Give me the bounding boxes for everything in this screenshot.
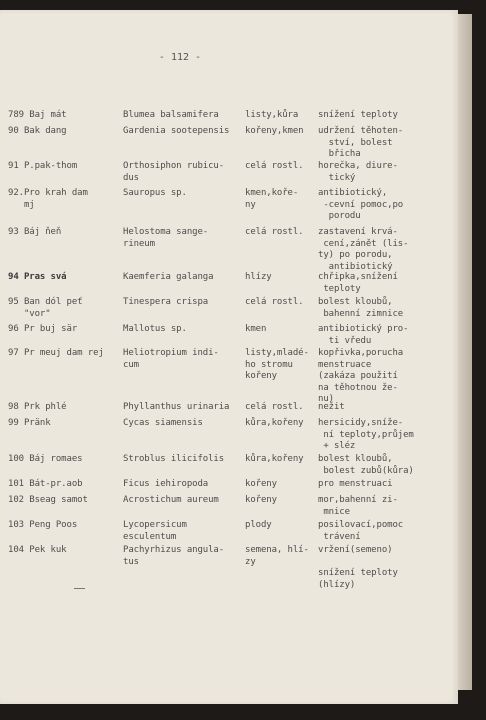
entry-code: 101 Bát-pr.aob <box>8 479 83 489</box>
scientific-name: Ficus iehiropoda <box>123 479 209 489</box>
plant-part: hlízy <box>245 272 272 282</box>
entry-code: 90 Bak dang <box>8 126 67 136</box>
plant-part: kmen <box>245 324 267 334</box>
scientific-name: Blumea balsamifera <box>123 110 219 120</box>
pencil-mark <box>74 588 85 589</box>
scientific-name: Sauropus sp. <box>123 188 187 198</box>
entry-code: 102 Bseag samot <box>8 495 88 505</box>
page-number: - 112 - <box>158 52 202 63</box>
scientific-name: Gardenia sootepensis <box>123 126 230 136</box>
plant-part: kořeny <box>245 479 277 489</box>
plant-part: kmen,kořе- ny <box>245 188 299 210</box>
medicinal-use: antibiotický pro- ti vředu <box>318 324 409 346</box>
medicinal-use: posilovací,pomoc trávení <box>318 520 404 542</box>
scientific-name: Tinespera crispa <box>123 297 209 307</box>
entry-code: 94 Pras svá <box>8 272 67 282</box>
plant-part: celá rostl. <box>245 227 304 237</box>
medicinal-use: mor,bahenní zi- mnice <box>318 495 398 517</box>
document-page <box>0 10 458 704</box>
entry-code: 97 Pr meuj dam rej <box>8 348 104 358</box>
scientific-name: Cycas siamensis <box>123 418 203 428</box>
medicinal-use: horečka, diure- tický <box>318 161 398 183</box>
plant-part: listy,kůra <box>245 110 299 120</box>
medicinal-use: udržení těhoten- ství, bolest břicha <box>318 126 404 160</box>
entry-code: 98 Prk phlé <box>8 402 67 412</box>
scientific-name: Stroblus ilicifolis <box>123 454 225 464</box>
plant-part: kůra,kořeny <box>245 418 304 428</box>
entry-code: 789 Baj mát <box>8 110 67 120</box>
plant-part: celá rostl. <box>245 402 304 412</box>
plant-part: semena, hlí- zy <box>245 545 309 567</box>
plant-part: kořeny,kmen <box>245 126 304 136</box>
scientific-name: Orthosiphon rubicu- dus <box>123 161 225 183</box>
entry-code: 93 Báj ňeň <box>8 227 62 237</box>
medicinal-use: bolest kloubů, bahenní zimnice <box>318 297 404 319</box>
medicinal-use: antibiotický, -cevní pomoc,po porodu <box>318 188 404 222</box>
scientific-name: Acrostichum aureum <box>123 495 219 505</box>
medicinal-use: nežit <box>318 402 345 412</box>
entry-code: 92.Pro krah dam mj <box>8 188 88 210</box>
medicinal-use: hersicidy,sníže- ní teploty,průjem + sléz <box>318 418 414 452</box>
medicinal-use: snížení teploty <box>318 110 398 120</box>
scientific-name: Phyllanthus urinaria <box>123 402 230 412</box>
scientific-name: Pachyrhizus angula- tus <box>123 545 225 567</box>
medicinal-use: zastavení krvá- cení,zánět (lis- ty) po porodu, antibiotický <box>318 227 409 272</box>
entry-code: 100 Báj romaes <box>8 454 83 464</box>
medicinal-use: vržení(semeno) snížení teploty (hlízy) <box>318 545 398 590</box>
entry-code: 103 Peng Poos <box>8 520 78 530</box>
plant-part: celá rostl. <box>245 161 304 171</box>
scientific-name: Lycopersicum esculentum <box>123 520 187 542</box>
plant-part: celá rostl. <box>245 297 304 307</box>
entry-code: 99 Pränk <box>8 418 51 428</box>
scientific-name: Helostoma sange- rineum <box>123 227 209 249</box>
plant-part: kůra,kořeny <box>245 454 304 464</box>
medicinal-use: kopřivka,porucha menstruace (zakáza použití na těhotnou že- nu) <box>318 348 404 405</box>
medicinal-use: bolest kloubů, bolest zubů(kůra) <box>318 454 414 476</box>
entry-code: 96 Pr buj sär <box>8 324 78 334</box>
scientific-name: Heliotropium indi- cum <box>123 348 219 370</box>
plant-part: listy,mladé- ho stromu kořeny <box>245 348 309 382</box>
plant-part: plody <box>245 520 272 530</box>
entry-code: 95 Ban dól peť "vor" <box>8 297 83 319</box>
page-edge <box>458 14 472 690</box>
entry-code: 91 P.pak-thom <box>8 161 78 171</box>
medicinal-use: pro menstruaci <box>318 479 393 489</box>
scientific-name: Kaemferia galanga <box>123 272 214 282</box>
plant-part: kořeny <box>245 495 277 505</box>
medicinal-use: chřipka,snížení teploty <box>318 272 398 294</box>
scientific-name: Mallotus sp. <box>123 324 187 334</box>
entry-code: 104 Pek kuk <box>8 545 67 555</box>
